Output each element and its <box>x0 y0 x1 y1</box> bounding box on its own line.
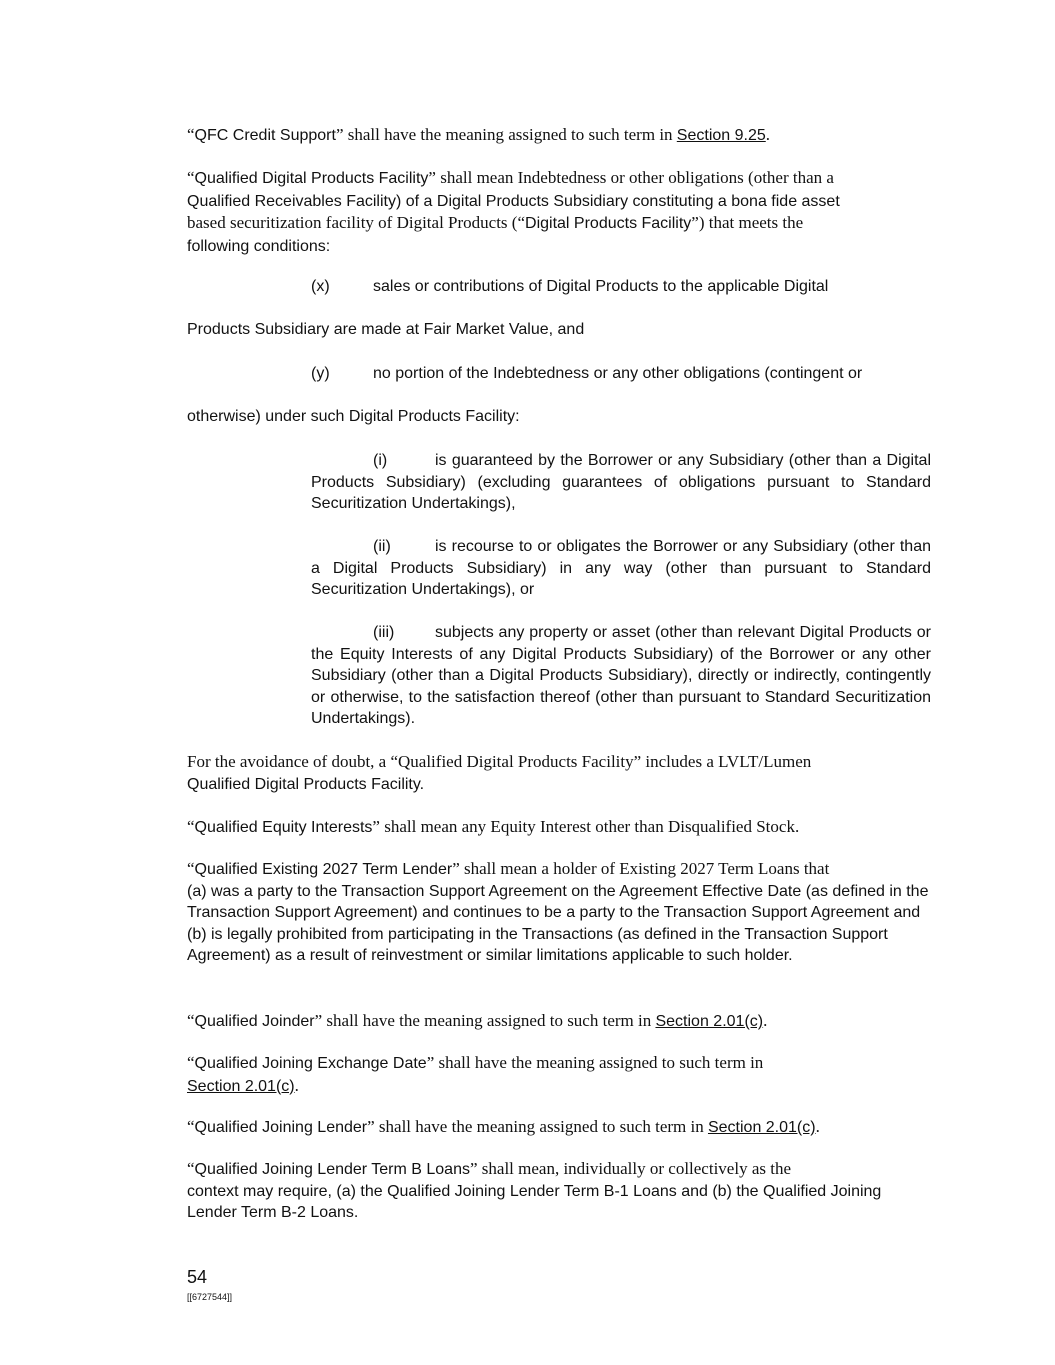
period: . <box>815 1117 820 1136</box>
close-quote: ” <box>426 1053 435 1072</box>
definition-qualified-joining-lender <box>187 1116 932 1139</box>
subclause-ii <box>311 536 931 601</box>
close-quote: ” <box>372 817 380 836</box>
close-quote: ” <box>335 125 344 144</box>
defined-term: QFC Credit Support <box>194 127 336 144</box>
definition-qualified-existing-2027-term-lender <box>187 858 932 967</box>
document-id: [[6727544]] <box>187 1292 233 1302</box>
avoidance-of-doubt <box>187 751 932 796</box>
close-quote: ” <box>367 1117 375 1136</box>
condition-text: no portion of the Indebtedness or any other obligations (contingent or <box>373 365 863 382</box>
definition-text: shall have the meaning assigned to such term in <box>322 1011 656 1030</box>
close-quote: ” <box>452 859 460 878</box>
open-quote: “ <box>187 1053 195 1072</box>
open-quote: “ <box>187 1159 195 1178</box>
open-quote: “ <box>187 859 195 878</box>
definition-qualified-digital-products-facility <box>187 167 932 257</box>
definition-qualified-equity-interests <box>187 816 932 839</box>
definition-text: shall have the meaning assigned to such term in <box>343 125 677 144</box>
section-link-9-25[interactable]: Section 9.25 <box>676 127 766 144</box>
condition-marker: (x) <box>311 278 330 295</box>
page-number: 54 <box>187 1267 208 1287</box>
definition-text: Qualified Receivables Facility) of a Digital Products Subsidiary constituting a bona fide asset <box>187 192 840 210</box>
definition-text: shall mean Indebtedness or other obligations (other than a <box>435 168 834 187</box>
definition-text: shall mean, individually or collectively as the <box>477 1159 792 1178</box>
definition-text: shall have the meaning assigned to such term in <box>374 1117 708 1136</box>
close-quote: ” <box>469 1159 478 1178</box>
close-quote: ” <box>428 168 436 187</box>
defined-term: Qualified Joinder <box>194 1013 315 1030</box>
defined-term: Qualified Joining Exchange Date <box>194 1055 427 1072</box>
inner-defined-term: Digital Products Facility <box>525 215 692 232</box>
subclause-text: is recourse to or obligates the Borrower or any Subsidiary (other than a Digital Products Subsidiary) in any way (other than pursuant to Standard Securitization Undertakings), or <box>311 538 931 598</box>
subclause-i <box>311 450 931 515</box>
definition-qualified-joining-exchange-date <box>187 1052 932 1097</box>
avoidance-text: Qualified Digital Products Facility. <box>187 776 425 793</box>
close-quote: ” <box>314 1011 323 1030</box>
definition-text: shall mean a holder of Existing 2027 Term Loans that <box>459 859 830 878</box>
subclause-iii <box>311 622 931 730</box>
subclause-marker: (iii) <box>373 624 395 641</box>
subclause-text: subjects any property or asset (other than relevant Digital Products or the Equity Interests of any Digital Products Subsidiary) of the Borrower or any other Subsidiary (other than a Digital Products Subsidiary), directly or indirectly, contingently or otherwise, to the satisfaction thereof (other than pursuant to Standard Securitization Undertakings). <box>311 624 931 727</box>
defined-term: Qualified Digital Products Facility <box>194 170 429 187</box>
section-link-2-01c[interactable]: Section 2.01(c) <box>707 1119 816 1136</box>
definition-text: shall mean any Equity Interest other than Disqualified Stock. <box>379 817 800 836</box>
period: . <box>763 1011 768 1030</box>
open-quote: “ <box>187 168 195 187</box>
defined-term: Qualified Joining Lender Term B Loans <box>194 1161 470 1178</box>
open-quote: “ <box>187 125 195 144</box>
subclause-marker: (i) <box>373 452 388 469</box>
period: . <box>294 1075 299 1095</box>
subclause-text: is guaranteed by the Borrower or any Subsidiary (other than a Digital Products Subsidiary) (excluding guarantees of obligations pursuant to Standard Securitization Undertakings), <box>311 452 931 512</box>
section-link-2-01c[interactable]: Section 2.01(c) <box>187 1077 295 1095</box>
condition-text: sales or contributions of Digital Products to the applicable Digital <box>373 278 829 295</box>
definition-qualified-joinder <box>187 1010 932 1033</box>
condition-x <box>311 276 828 298</box>
open-quote: “ <box>187 1011 195 1030</box>
definition-text: based securitization facility of Digital Products (“ <box>187 213 526 232</box>
definition-text: context may require, (a) the Qualified Joining Lender Term B-1 Loans and (b) the Qualified Joining Lender Term B-2 Loans. <box>187 1182 882 1221</box>
definition-text: shall have the meaning assigned to such term in <box>434 1053 764 1072</box>
condition-marker: (y) <box>311 365 330 382</box>
definition-text: ”) that meets the <box>691 213 804 232</box>
defined-term: Qualified Equity Interests <box>194 819 373 836</box>
period: . <box>765 125 770 144</box>
defined-term: Qualified Joining Lender <box>194 1119 368 1136</box>
section-link-2-01c[interactable]: Section 2.01(c) <box>655 1013 764 1030</box>
open-quote: “ <box>187 817 195 836</box>
open-quote: “ <box>187 1117 195 1136</box>
condition-y-continued: otherwise) under such Digital Products Facility: <box>187 408 520 425</box>
avoidance-text: For the avoidance of doubt, a “Qualified Digital Products Facility” includes a LVLT/Lumen <box>187 752 812 771</box>
subclause-marker: (ii) <box>373 538 391 555</box>
definition-qualified-joining-lender-term-b-loans <box>187 1158 932 1224</box>
condition-y <box>311 363 862 385</box>
definition-text: (a) was a party to the Transaction Support Agreement on the Agreement Effective Date (as defined in the Transaction Support Agreement) and continues to be a party to the Transaction Support Agreement and (b) is legally prohibited from participating in the Transactions (as defined in the Transaction Support Agreement) as a result of reinvestment or similar limitations applicable to such holder. <box>187 882 929 964</box>
definition-text: following conditions: <box>187 237 331 255</box>
definition-qfc-credit-support <box>187 124 932 147</box>
defined-term: Qualified Existing 2027 Term Lender <box>194 861 453 878</box>
condition-x-continued: Products Subsidiary are made at Fair Market Value, and <box>187 321 585 338</box>
